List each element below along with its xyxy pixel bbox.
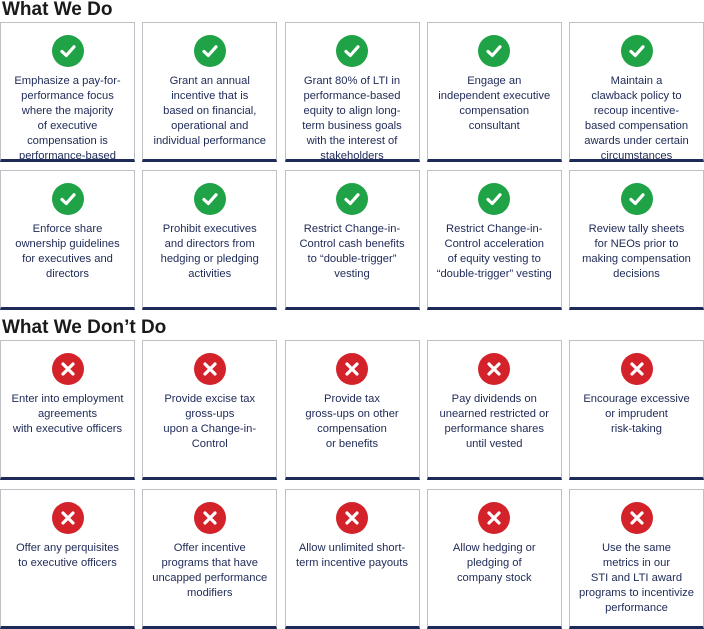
x-circle-icon [478, 353, 510, 385]
dont-item-text: Provide tax gross-ups on other compensation or benefits [305, 393, 399, 450]
x-circle-icon [478, 502, 510, 534]
do-item-card [285, 170, 420, 310]
x-circle-icon [336, 502, 368, 534]
check-circle-icon [194, 183, 226, 215]
do-item-text: Maintain a clawback policy to recoup incentive- based compensation awards under certain circumstances [584, 75, 689, 162]
dont-item-card [142, 489, 277, 629]
do-item-text: Prohibit executives and directors from hedging or pledging activities [160, 223, 259, 280]
dont-item-text: Enter into employment agreements with executive officers [11, 393, 124, 435]
dont-item-text: Allow unlimited short- term incentive payouts [296, 542, 408, 569]
what-we-do-title: What We Do [2, 0, 113, 20]
check-circle-icon [478, 183, 510, 215]
check-circle-icon [621, 35, 653, 67]
x-circle-icon [336, 353, 368, 385]
do-item-text: Grant 80% of LTI in performance-based equity to align long- term business goals with the interest of stakeholders [302, 75, 402, 162]
do-item-text: Grant an annual incentive that is based on financial, operational and individual performance [153, 75, 267, 147]
do-item-text: Engage an independent executive compensation consultant [438, 75, 551, 132]
dont-item-card [285, 340, 420, 480]
what-we-do-grid [0, 22, 704, 310]
do-item-card [285, 22, 420, 162]
check-circle-icon [621, 183, 653, 215]
do-item-card [569, 170, 704, 310]
do-item-text: Restrict Change-in- Control acceleration of equity vesting to “double-trigger” vesting [436, 223, 552, 280]
dont-item-text: Offer incentive programs that have uncapped performance modifiers [152, 542, 268, 599]
x-circle-icon [621, 353, 653, 385]
do-item-text: Emphasize a pay-for- performance focus where the majority of executive compensation is performance-based [14, 75, 121, 162]
x-circle-icon [621, 502, 653, 534]
what-we-dont-do-title: What We Don’t Do [2, 317, 167, 338]
x-circle-icon [194, 353, 226, 385]
check-circle-icon [478, 35, 510, 67]
check-circle-icon [52, 35, 84, 67]
do-item-text: Enforce share ownership guidelines for executives and directors [15, 223, 120, 280]
dont-item-card [569, 489, 704, 629]
dont-item-card [285, 489, 420, 629]
do-item-card [142, 170, 277, 310]
dont-item-card [0, 489, 135, 629]
dont-item-text: Allow hedging or pledging of company stock [452, 542, 536, 584]
check-circle-icon [52, 183, 84, 215]
dont-item-card [427, 340, 562, 480]
do-item-card [427, 170, 562, 310]
x-circle-icon [52, 353, 84, 385]
dont-item-text: Provide excise tax gross-ups upon a Change-in- Control [163, 393, 257, 450]
x-circle-icon [194, 502, 226, 534]
x-circle-icon [52, 502, 84, 534]
dont-item-text: Encourage excessive or imprudent risk-taking [583, 393, 690, 435]
do-item-card [142, 22, 277, 162]
do-item-card [569, 22, 704, 162]
dont-item-text: Offer any perquisites to executive officers [15, 542, 120, 569]
check-circle-icon [336, 35, 368, 67]
do-item-text: Review tally sheets for NEOs prior to making compensation decisions [582, 223, 691, 280]
dont-item-text: Use the same metrics in our STI and LTI award programs to incentivize performance [578, 542, 695, 614]
dont-item-card [0, 340, 135, 480]
check-circle-icon [336, 183, 368, 215]
dont-item-card [569, 340, 704, 480]
check-circle-icon [194, 35, 226, 67]
do-item-text: Restrict Change-in- Control cash benefits to “double-trigger” vesting [299, 223, 405, 280]
dont-item-card [427, 489, 562, 629]
do-item-card [427, 22, 562, 162]
dont-item-card [142, 340, 277, 480]
do-item-card [0, 170, 135, 310]
do-item-card [0, 22, 135, 162]
what-we-dont-do-grid [0, 340, 704, 629]
dont-item-text: Pay dividends on unearned restricted or performance shares until vested [439, 393, 549, 450]
